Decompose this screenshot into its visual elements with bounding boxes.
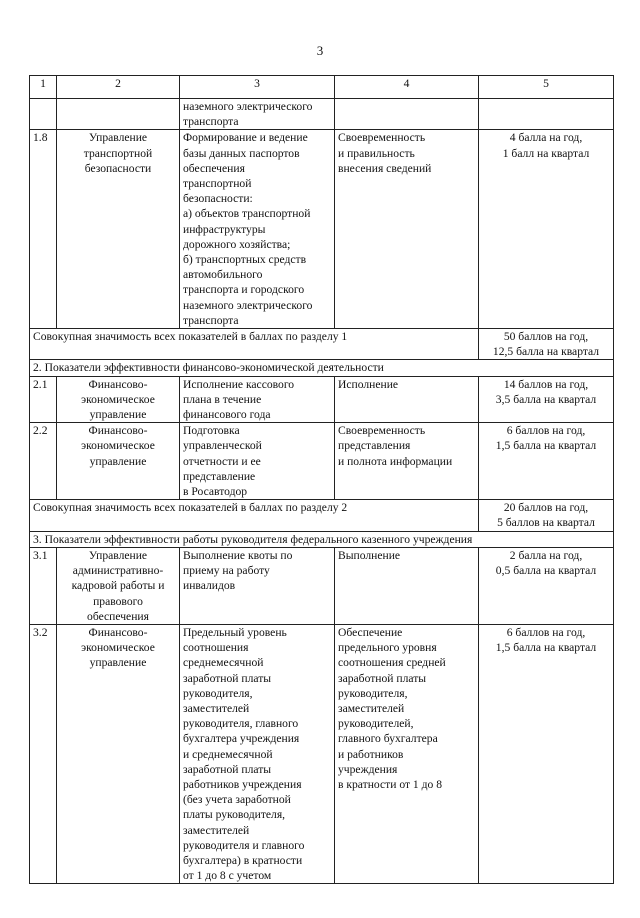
row-number: 2.1	[30, 376, 57, 423]
section-total-label: Совокупная значимость всех показателей в баллах по разделу 2	[30, 500, 479, 531]
row-number: 1.8	[30, 130, 57, 329]
indicator-cell: Предельный уровень соотношения среднемесячной заработной платы руководителя, заместителей руководителя, главного бухгалтера учреждения и среднемесячной заработной платы работников учреждения (без учета заработной платы руководителя, заместителей руководителя и главного бухгалтера) в кратности от 1 до 8 с учетом	[180, 624, 335, 883]
table-row	[30, 624, 614, 883]
header-cell-5: 5	[479, 76, 614, 99]
cell-empty	[479, 99, 614, 130]
table-row	[30, 376, 614, 423]
department-cell: Финансово- экономическое управление	[57, 423, 180, 500]
department-cell: Финансово- экономическое управление	[57, 376, 180, 423]
section-title-row	[30, 531, 614, 547]
header-cell-3: 3	[180, 76, 335, 99]
points-cell: 4 балла на год, 1 балл на квартал	[479, 130, 614, 329]
indicator-cell: Исполнение кассового плана в течение финансового года	[180, 376, 335, 423]
row-number: 2.2	[30, 423, 57, 500]
row-number: 3.1	[30, 547, 57, 624]
page-number: 3	[316, 43, 324, 58]
row-number: 3.2	[30, 624, 57, 883]
header-cell-1: 1	[30, 76, 57, 99]
indicators-table	[29, 75, 614, 884]
table-row	[30, 130, 614, 329]
indicator-cell: наземного электрического транспорта	[180, 99, 335, 130]
cell-empty	[30, 99, 57, 130]
section-title: 2. Показатели эффективности финансово-экономической деятельности	[30, 360, 614, 376]
cell-empty	[57, 99, 180, 130]
section-total-label: Совокупная значимость всех показателей в баллах по разделу 1	[30, 329, 479, 360]
criterion-cell: Обеспечение предельного уровня соотношения средней заработной платы руководителя, заместителей руководителей, главного бухгалтера и работников учреждения в кратности от 1 до 8	[335, 624, 479, 883]
section-total-row	[30, 329, 614, 360]
criterion-cell: Выполнение	[335, 547, 479, 624]
department-cell: Финансово- экономическое управление	[57, 624, 180, 883]
section-total-row	[30, 500, 614, 531]
header-cell-2: 2	[57, 76, 180, 99]
criterion-cell: Исполнение	[335, 376, 479, 423]
indicator-cell: Выполнение квоты по приему на работу инвалидов	[180, 547, 335, 624]
criterion-cell: Своевременность представления и полнота информации	[335, 423, 479, 500]
criterion-cell: Своевременность и правильность внесения сведений	[335, 130, 479, 329]
table-header-row	[30, 76, 614, 99]
indicator-cell: Формирование и ведение базы данных паспортов обеспечения транспортной безопасности: а) объектов транспортной инфраструктуры дорожного хозяйства; б) транспортных средств автомобильного транспорта и городского наземного электрического транспорта	[180, 130, 335, 329]
cell-empty	[335, 99, 479, 130]
points-cell: 6 баллов на год, 1,5 балла на квартал	[479, 624, 614, 883]
points-cell: 6 баллов на год, 1,5 балла на квартал	[479, 423, 614, 500]
section-total-points: 20 баллов на год, 5 баллов на квартал	[479, 500, 614, 531]
section-total-points: 50 баллов на год, 12,5 балла на квартал	[479, 329, 614, 360]
table-row	[30, 423, 614, 500]
table-row	[30, 547, 614, 624]
section-title-row	[30, 360, 614, 376]
department-cell: Управление транспортной безопасности	[57, 130, 180, 329]
section-title: 3. Показатели эффективности работы руководителя федерального казенного учреждения	[30, 531, 614, 547]
header-cell-4: 4	[335, 76, 479, 99]
indicator-cell: Подготовка управленческой отчетности и ее представление в Росавтодор	[180, 423, 335, 500]
continuation-row	[30, 99, 614, 130]
department-cell: Управление административно- кадровой работы и правового обеспечения	[57, 547, 180, 624]
points-cell: 14 баллов на год, 3,5 балла на квартал	[479, 376, 614, 423]
points-cell: 2 балла на год, 0,5 балла на квартал	[479, 547, 614, 624]
